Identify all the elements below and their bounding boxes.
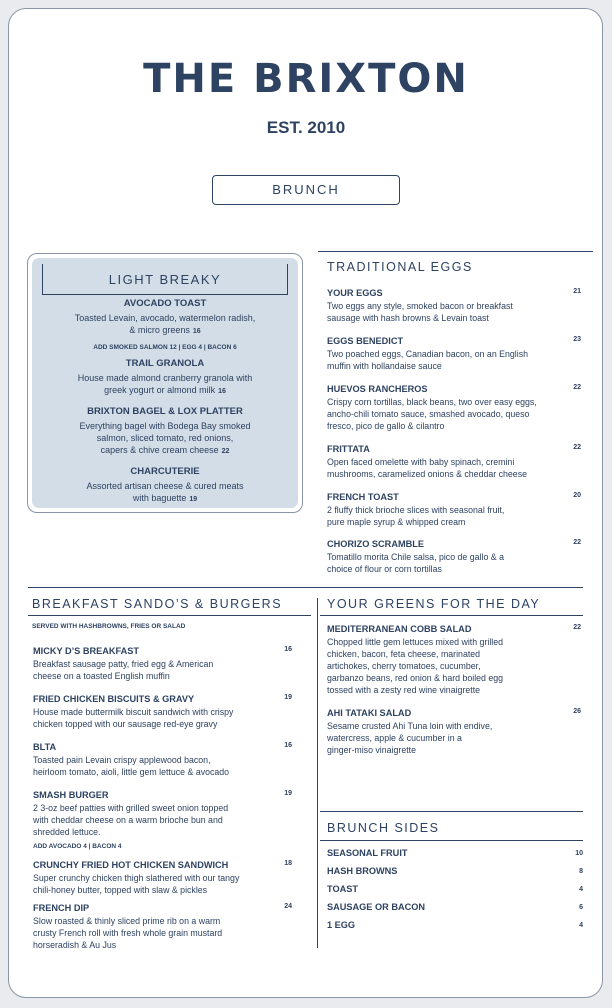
item-price: 23 [573,336,581,343]
divider [320,811,583,812]
item-name: SMASH BURGER [33,790,109,800]
side-item-price: 4 [579,886,583,893]
item-description: chicken topped with our sausage red-eye gravy [33,719,218,729]
item-price: 22 [573,624,581,631]
item-description: with cheddar cheese on a warm brioche bun and [33,815,223,825]
side-item-name: SEASONAL FRUIT [327,848,408,858]
column-divider [317,598,318,948]
menu-item: TRAIL GRANOLA House made almond cranberry granola with greek yogurt or almond milk 16 [32,358,298,398]
item-price: 20 [573,492,581,499]
established-year: EST. 2010 [266,118,346,137]
side-item-price: 10 [575,850,583,857]
menu-item [327,335,528,372]
divider [28,587,583,588]
menu-item [327,538,504,575]
item-price: 16 [192,328,201,335]
item-name: CRUNCHY FRIED HOT CHICKEN SANDWICH [33,860,229,870]
item-description: mushrooms, caramelized onions & cheddar cheese [327,469,527,479]
item-description: Crispy corn tortillas, black beans, two over easy eggs, [327,397,537,407]
item-description: House made buttermilk biscuit sandwich with crispy [33,707,234,717]
menu-item [327,707,492,756]
menu-item [327,383,537,432]
item-description: horseradish & Au Jus [33,940,117,950]
item-description: ancho-chili tomato sauce, smashed avocado, queso [327,409,530,419]
item-price: 24 [284,903,292,910]
menu-item: AVOCADO TOAST Toasted Levain, avocado, watermelon radish, & micro greens 16 ADD SMOKED SALMON 12 | EGG 4 | BACON 6 [32,298,298,354]
item-price: 22 [573,384,581,391]
item-name: FRENCH DIP [33,903,90,913]
item-name: CHORIZO SCRAMBLE [327,539,424,549]
side-item-price: 4 [579,922,583,929]
item-description: 2 fluffy thick brioche slices with seasonal fruit, [327,505,505,515]
menu-item: BRIXTON BAGEL & LOX PLATTER Everything bagel with Bodega Bay smoked salmon, sliced tomato, red onions, capers & chive cream cheese 22 [32,406,298,458]
item-description: tossed with a zesty red wine vinaigrette [327,685,481,695]
sandos-title: BREAKFAST SANDO’S & BURGERS [32,597,283,611]
menu-item [33,789,228,853]
item-addons: ADD SMOKED SALMON 12 | EGG 4 | BACON 6 [93,344,237,351]
item-description: ginger-miso vinaigrette [327,745,416,755]
item-description: Open faced omelette with baby spinach, cremini [327,457,515,467]
item-price: 19 [284,694,292,701]
item-price: 16 [284,742,292,749]
restaurant-title: THE BRIXTON [143,56,469,102]
item-description: cheese on a toasted English muffin [33,671,170,681]
item-description: choice of flour or corn tortillas [327,564,442,574]
item-price: 16 [218,388,226,395]
item-description: Slow roasted & thinly sliced prime rib on a warm [33,916,221,926]
side-item-price: 8 [579,868,583,875]
menu-item [33,902,222,951]
light-breaky-title: LIGHT BREAKY [42,264,288,295]
item-description: watercress, apple & cucumber in a [327,733,462,743]
item-description: fresco, pico de gallo & cilantro [327,421,445,431]
item-name: CHARCUTERIE [130,466,200,477]
item-name: TRAIL GRANOLA [125,358,205,369]
divider [320,615,583,616]
item-name: BLTA [33,742,57,752]
item-price: 22 [573,539,581,546]
item-description: 2 3-oz beef patties with grilled sweet onion topped [33,803,229,813]
menu-item [33,693,233,730]
item-description: Tomatillo morita Chile salsa, pico de gallo & a [327,552,504,562]
item-price: 26 [573,708,581,715]
item-description: chicken, bacon, feta cheese, marinated [327,649,481,659]
item-description: pure maple syrup & whipped cream [327,517,466,527]
item-name: HUEVOS RANCHEROS [327,384,428,394]
divider [318,251,593,252]
item-description: Sesame crusted Ahi Tuna loin with endive, [327,721,493,731]
menu-item [33,859,239,896]
item-name: MICKY D’S BREAKFAST [33,646,140,656]
item-description: garbanzo beans, red onion & hard boiled egg [327,673,504,683]
item-description: muffin with hollandaise sauce [327,361,442,371]
item-description: artichokes, cherry tomatoes, cucumber, [327,661,481,671]
divider [28,615,311,616]
item-description: Two eggs any style, smoked bacon or breakfast [327,301,513,311]
divider [320,840,583,841]
menu-item [327,623,503,696]
greens-title: YOUR GREENS FOR THE DAY [327,597,541,611]
item-name: BRIXTON BAGEL & LOX PLATTER [87,406,243,417]
item-name: FRITTATA [327,444,370,454]
menu-item [327,491,504,528]
item-description: chili-honey butter, topped with slaw & pickles [33,885,208,895]
sandos-note: SERVED WITH HASHBROWNS, FRIES OR SALAD [32,623,186,630]
menu-item [33,741,229,778]
item-description: Super crunchy chicken thigh slathered with our tangy [33,873,240,883]
item-name: FRIED CHICKEN BISCUITS & GRAVY [33,694,195,704]
item-name: AHI TATAKI SALAD [327,708,412,718]
side-item-name: TOAST [327,884,358,894]
item-name: MEDITERRANEAN COBB SALAD [327,624,472,634]
item-description: sausage with hash browns & Levain toast [327,313,489,323]
item-name: AVOCADO TOAST [123,298,207,309]
menu-item [33,645,213,682]
item-name: FRENCH TOAST [327,492,399,502]
side-item-name: SAUSAGE OR BACON [327,902,426,912]
item-description: shredded lettuce. [33,827,101,837]
item-addons: ADD AVOCADO 4 | BACON 4 [33,843,122,850]
item-description: Chopped little gem lettuces mixed with grilled [327,637,504,647]
item-description: Two poached eggs, Canadian bacon, on an English [327,349,529,359]
side-item-name: 1 EGG [327,920,356,930]
side-item-name: HASH BROWNS [327,866,398,876]
item-price: 19 [284,790,292,797]
traditional-eggs-title: TRADITIONAL EGGS [327,260,473,274]
sides-title: BRUNCH SIDES [327,821,440,835]
item-description: crusty French roll with fresh whole grain mustard [33,928,223,938]
item-description: heirloom tomato, aioli, little gem lettuce & avocado [33,767,230,777]
item-price: 19 [189,496,198,503]
brunch-tab-button[interactable]: BRUNCH [212,175,400,205]
item-price: 21 [573,288,581,295]
item-price: 22 [221,448,230,455]
item-price: 18 [284,860,292,867]
item-price: 22 [573,444,581,451]
item-price: 16 [284,646,292,653]
item-name: YOUR EGGS [327,288,383,298]
side-item-price: 6 [579,904,583,911]
menu-item [327,287,513,324]
menu-item [327,443,527,480]
item-name: EGGS BENEDICT [327,336,404,346]
menu-item: CHARCUTERIE Assorted artisan cheese & cured meats with baguette 19 [32,466,298,506]
item-description: Breakfast sausage patty, fried egg & American [33,659,214,669]
light-breaky-box [27,253,303,513]
item-description: Toasted pain Levain crispy applewood bacon, [33,755,211,765]
